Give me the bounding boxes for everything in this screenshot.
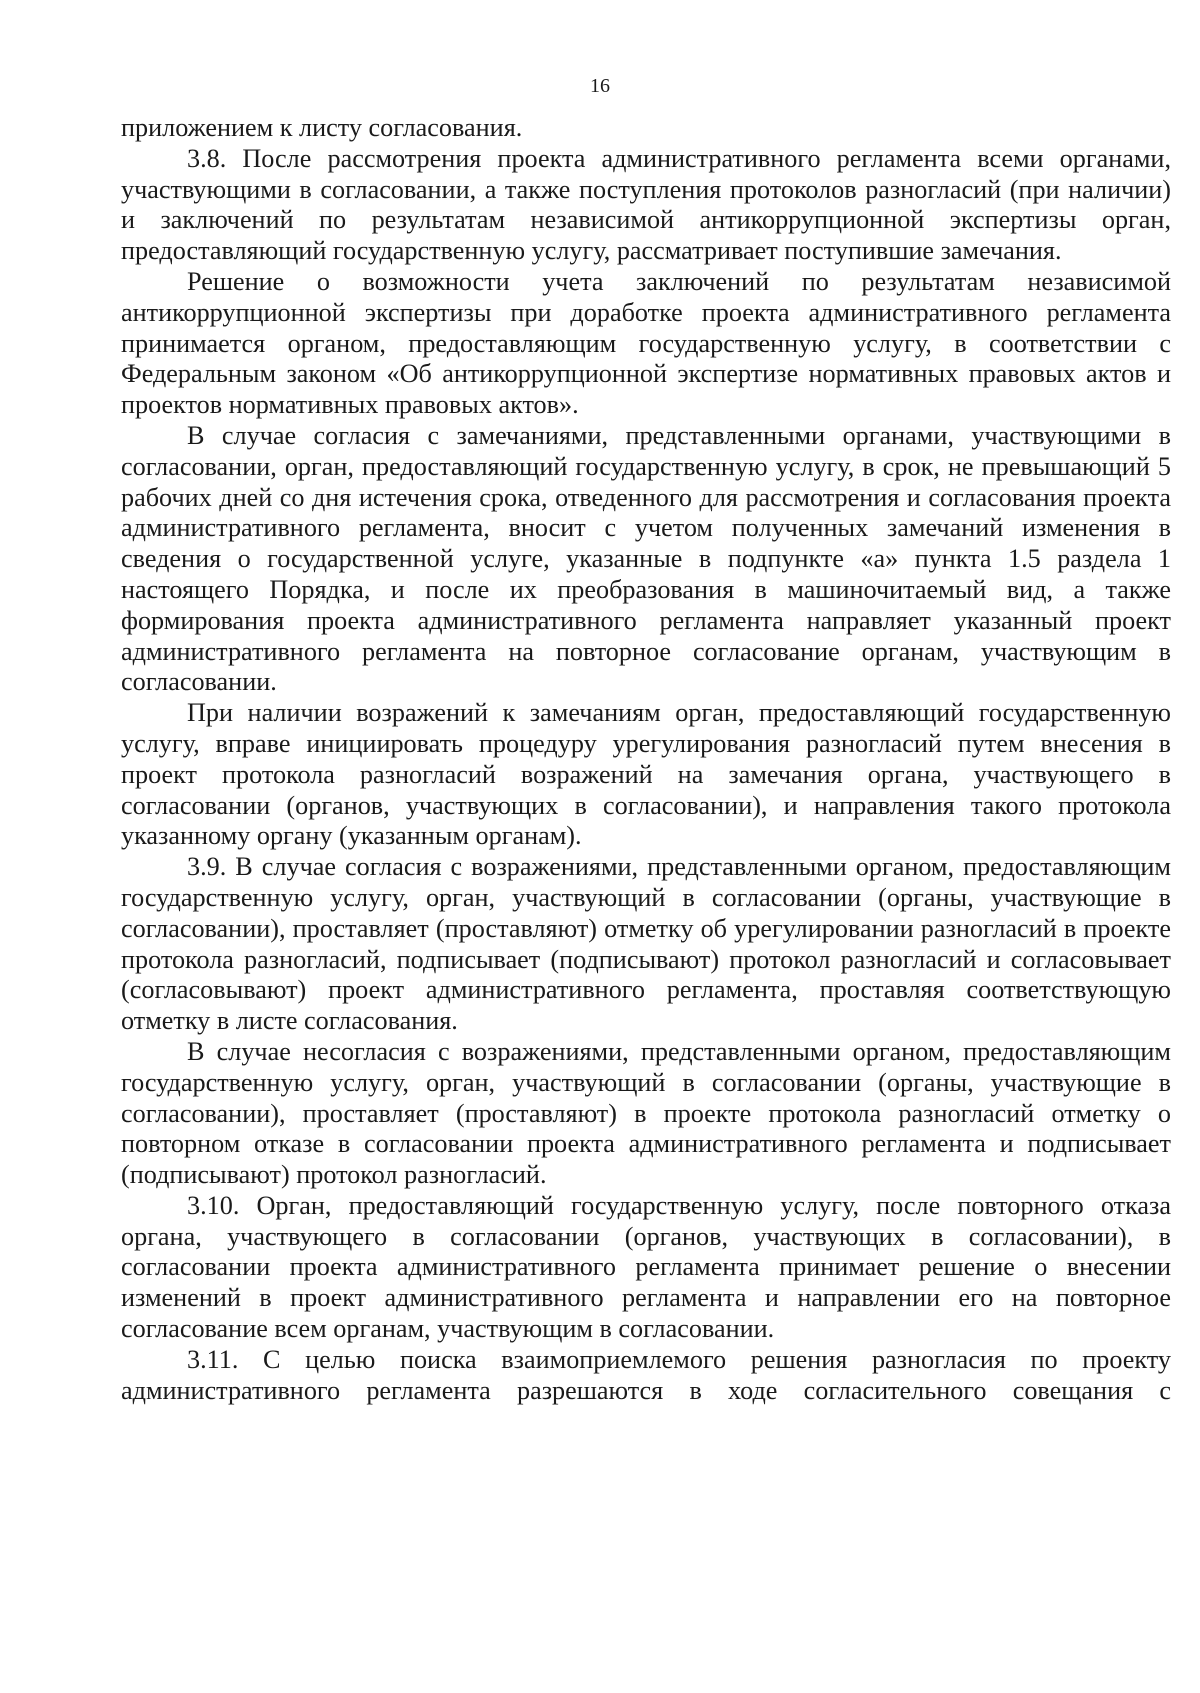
paragraph-3-10: 3.10. Орган, предоставляющий государственную услугу, после повторного отказа органа, участвующего в согласовании (органов, участвующих в согласовании), в согласовании проекта административного регламента принимает решение о внесении изменений в проект административного регламента и направлении его на повторное согласование всем органам, участвующим в согласовании. xyxy=(121,1190,1171,1344)
paragraph-decision-expertise: Решение о возможности учета заключений по результатам независимой антикоррупционной экспертизы при доработке проекта административного регламента принимается органом, предоставляющим государственную услугу, в соответствии с Федеральным законом «Об антикоррупционной экспертизе нормативных правовых актов и проектов нормативных правовых актов». xyxy=(121,266,1171,420)
paragraph-agreement-remarks: В случае согласия с замечаниями, представленными органами, участвующими в согласовании, орган, предоставляющий государственную услугу, в срок, не превышающий 5 рабочих дней со дня истечения срока, отведенного для рассмотрения и согласования проекта административного регламента, вносит с учетом полученных замечаний изменения в сведения о государственной услуге, указанные в подпункте «а» пункта 1.5 раздела 1 настоящего Порядка, и после их преобразования в машиночитаемый вид, а также формирования проекта административного регламента направляет указанный проект административного регламента на повторное согласование органам, участвующим в согласовании. xyxy=(121,420,1171,697)
page-number: 16 xyxy=(590,75,610,97)
paragraph-continuation: приложением к листу согласования. xyxy=(121,113,523,142)
document-body xyxy=(121,113,1171,1406)
paragraph-objections: При наличии возражений к замечаниям орган, предоставляющий государственную услугу, вправе инициировать процедуру урегулирования разногласий путем внесения в проект протокола разногласий возражений на замечания органа, участвующего в согласовании (органов, участвующих в согласовании), и направления такого протокола указанному органу (указанным органам). xyxy=(121,698,1171,851)
paragraph-disagreement: В случае несогласия с возражениями, представленными органом, предоставляющим государственную услугу, орган, участвующий в согласовании (органы, участвующие в согласовании), проставляет (проставляют) в проекте протокола разногласий отметку о повторном отказе в согласовании проекта административного регламента и подписывает (подписывают) протокол разногласий. xyxy=(121,1036,1171,1190)
paragraph-3-8: 3.8. После рассмотрения проекта административного регламента всеми органами, участвующими в согласовании, а также поступления протоколов разногласий (при наличии) и заключений по результатам независимой антикоррупционной экспертизы орган, предоставляющий государственную услугу, рассматривает поступившие замечания. xyxy=(121,143,1171,266)
paragraph-3-9: 3.9. В случае согласия с возражениями, представленными органом, предоставляющим государственную услугу, орган, участвующий в согласовании (органы, участвующие в согласовании), проставляет (проставляют) отметку об урегулировании разногласий в проекте протокола разногласий, подписывает (подписывают) протокол разногласий и согласовывает (согласовывают) проект административного регламента, проставляя соответствующую отметку в листе согласования. xyxy=(121,852,1171,1036)
paragraph-3-11: 3.11. С целью поиска взаимоприемлемого решения разногласия по проекту административного регламента разрешаются в ходе согласительного совещания с xyxy=(121,1344,1171,1405)
